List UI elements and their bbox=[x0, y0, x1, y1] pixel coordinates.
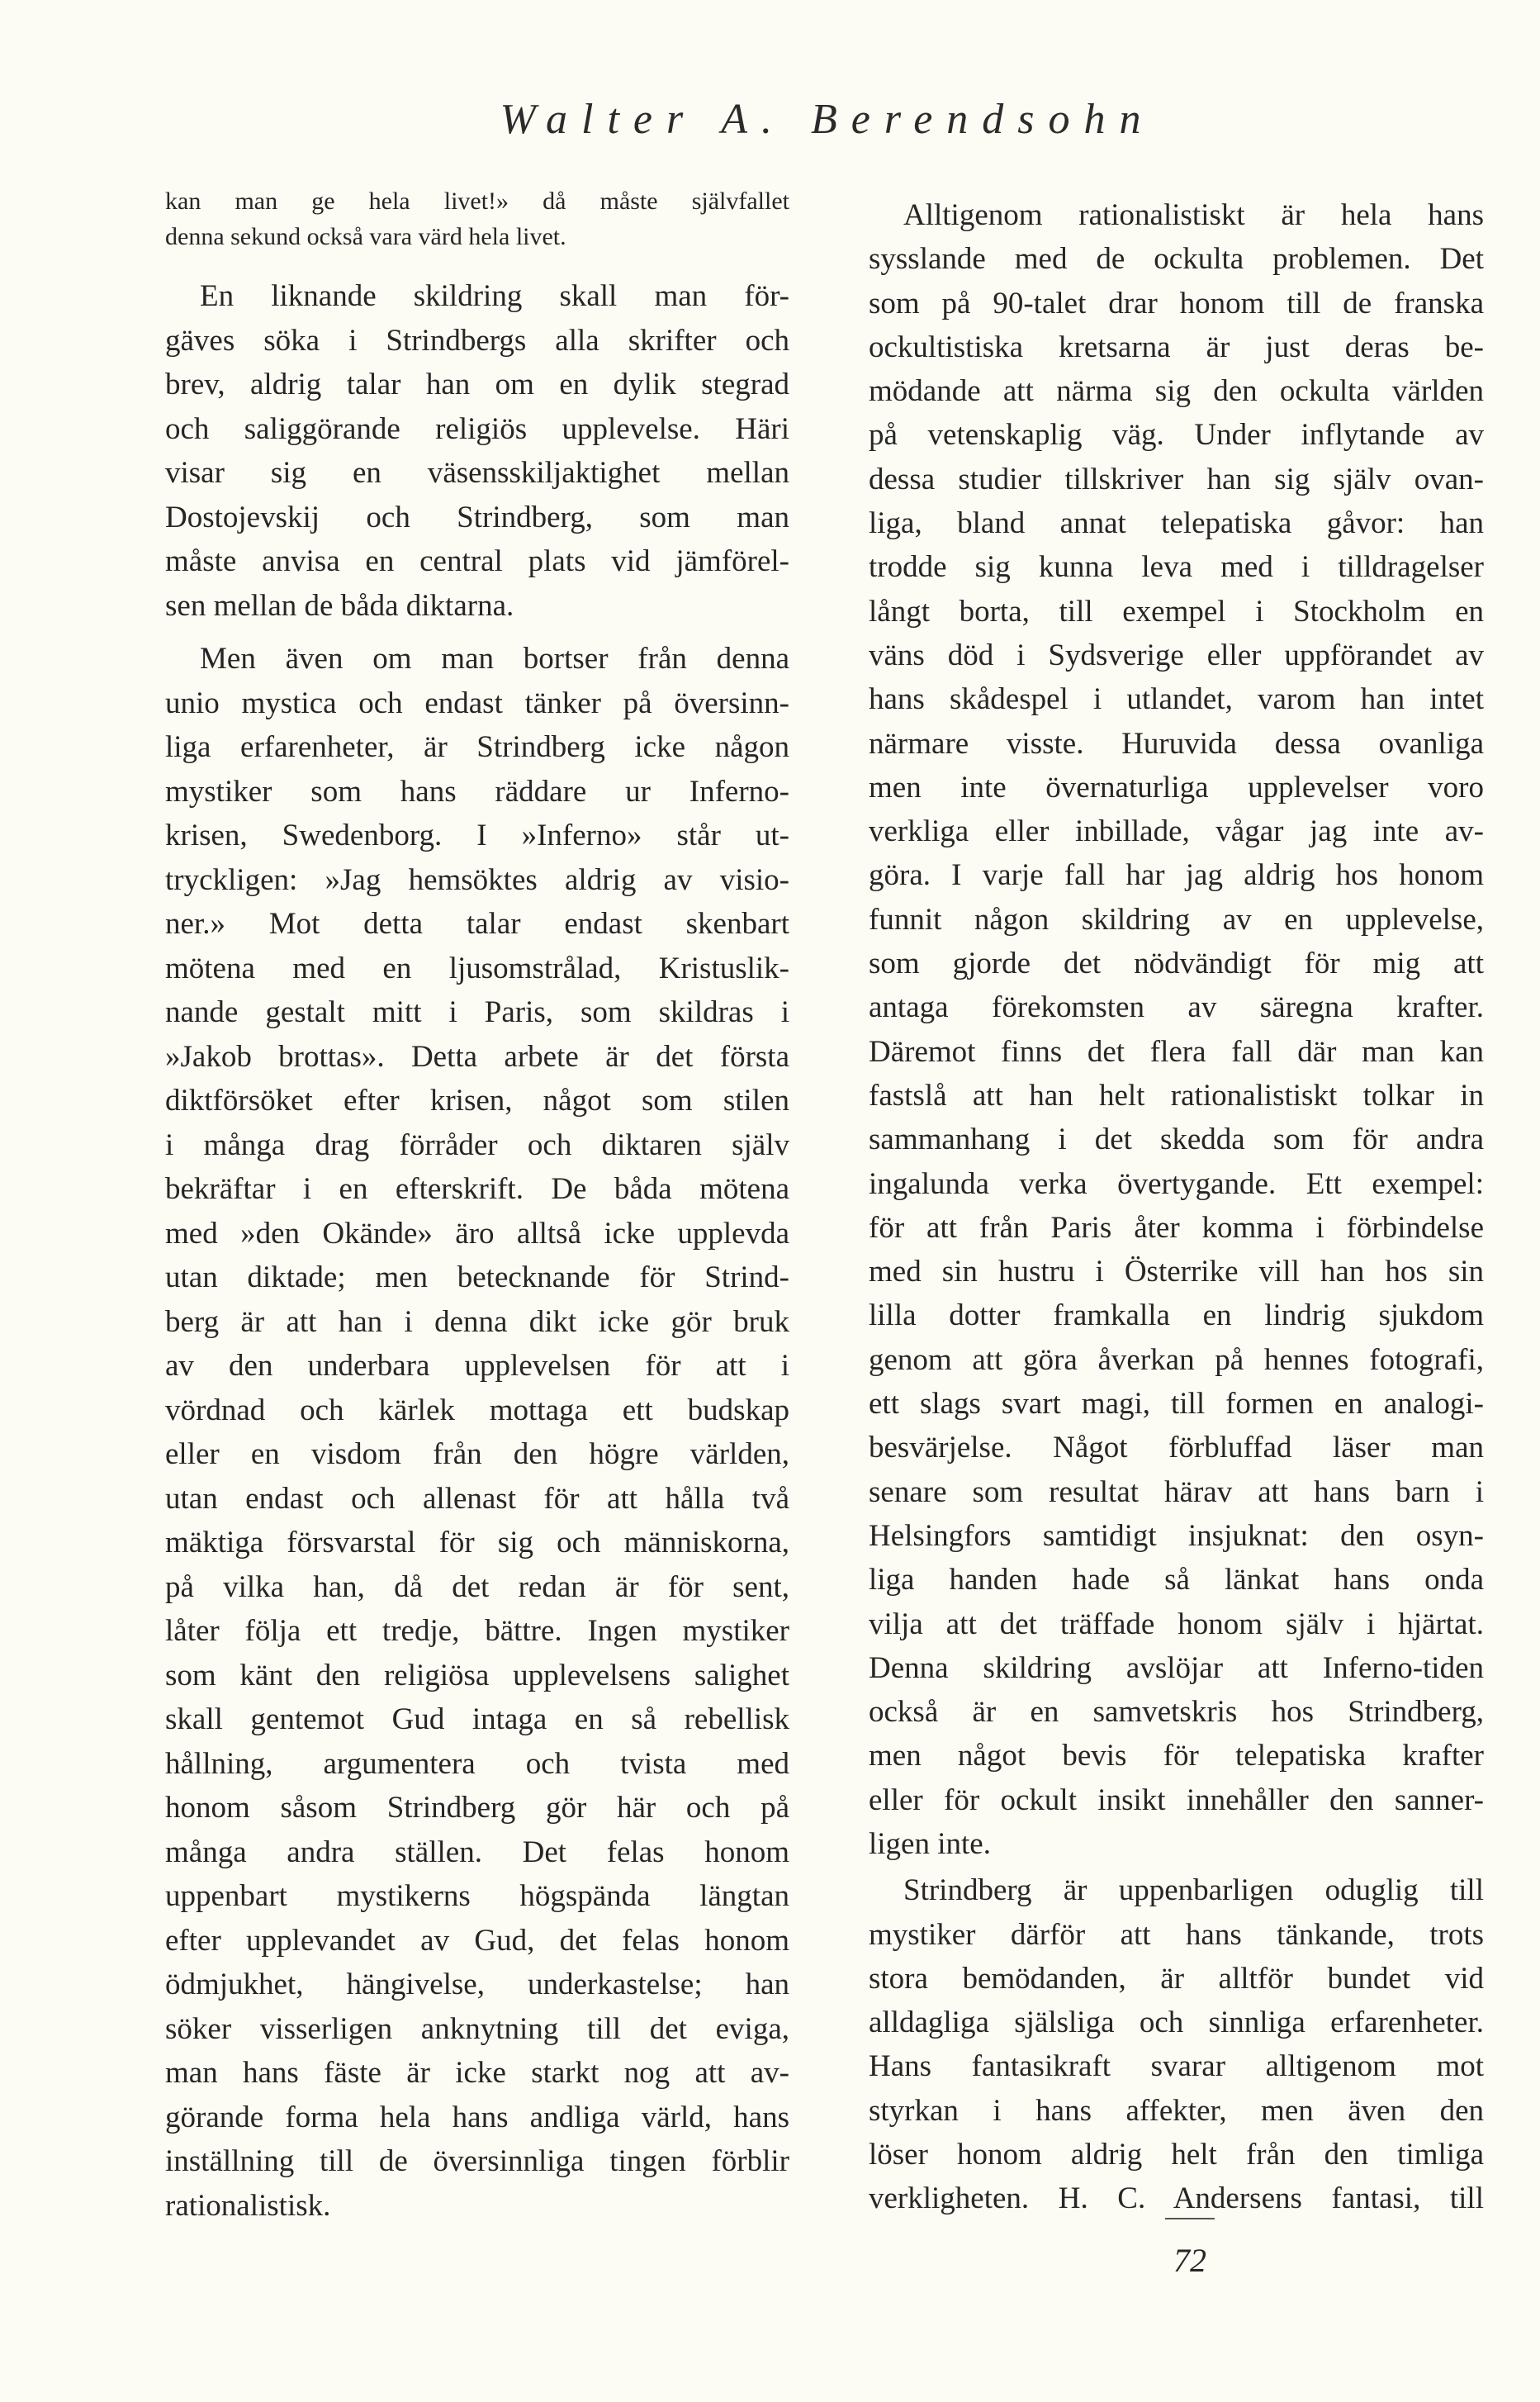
text-line: nande gestalt mitt i Paris, som skildras i bbox=[165, 995, 789, 1029]
text-line: uppenbart mystikerns högspända längtan bbox=[165, 1879, 789, 1913]
text-line: fastslå att han helt rationalistiskt tolkar in bbox=[869, 1078, 1484, 1113]
text-line: i många drag förråder och diktaren själv bbox=[165, 1127, 789, 1162]
text-line: långt borta, till exempel i Stockholm en bbox=[869, 594, 1484, 629]
text-line: och saliggörande religiös upplevelse. Häri bbox=[165, 411, 789, 446]
text-line: löser honom aldrig helt från den timliga bbox=[869, 2138, 1484, 2172]
text-line: honom såsom Strindberg gör här och på bbox=[165, 1791, 789, 1825]
text-line: brev, aldrig talar han om en dylik stegrad bbox=[165, 368, 789, 401]
text-line: gäves söka i Strindbergs alla skrifter och bbox=[165, 323, 789, 358]
text-line: mystiker därför att hans tänkande, trots bbox=[869, 1917, 1484, 1952]
text-line: diktförsöket efter krisen, något som stilen bbox=[165, 1084, 789, 1118]
text-line: styrkan i hans affekter, men även den bbox=[869, 2093, 1484, 2128]
text-line: ett slags svart magi, till formen en analogi- bbox=[869, 1387, 1484, 1422]
text-line: Dostojevskij och Strindberg, som man bbox=[165, 500, 789, 534]
text-line: liga erfarenheter, är Strindberg icke någon bbox=[165, 730, 789, 764]
text-line: tryckligen: »Jag hemsöktes aldrig av visio- bbox=[165, 862, 789, 897]
text-line: kan man ge hela livet!» då måste självfallet bbox=[165, 188, 789, 215]
text-line: görande forma hela hans andliga värld, hans bbox=[165, 2100, 789, 2134]
page-number-rule bbox=[1165, 2218, 1215, 2219]
text-line: men inte övernaturliga upplevelser voro bbox=[869, 770, 1484, 805]
text-line: denna sekund också vara värd hela livet. bbox=[165, 223, 566, 250]
text-line: som känt den religiösa upplevelsens salighet bbox=[165, 1658, 789, 1692]
text-line: besvärjelse. Något förbluffad läser man bbox=[869, 1431, 1484, 1465]
text-line: dessa studier tillskriver han sig själv ovan- bbox=[869, 462, 1484, 496]
text-line: En liknande skildring skall man för- bbox=[200, 279, 789, 313]
text-line: vilja att det träffade honom själv i hjärtat. bbox=[869, 1607, 1484, 1641]
text-line: skall gentemot Gud intaga en så rebellisk bbox=[165, 1702, 789, 1736]
text-line: Strindberg är uppenbarligen oduglig till bbox=[903, 1873, 1484, 1908]
text-line: rationalistisk. bbox=[165, 2188, 331, 2223]
text-line: av den underbara upplevelsen för att i bbox=[165, 1349, 789, 1383]
left-column-intro bbox=[165, 183, 789, 254]
text-line: antaga förekomsten av säregna krafter. bbox=[869, 990, 1484, 1025]
text-line: sen mellan de båda diktarna. bbox=[165, 588, 514, 623]
text-line: Helsingfors samtidigt insjuknat: den osyn- bbox=[869, 1518, 1484, 1553]
text-line: man hans fäste är icke starkt nog att av- bbox=[165, 2056, 789, 2090]
text-line: berg är att han i denna dikt icke gör bruk bbox=[165, 1304, 789, 1339]
text-line: utan endast och allenast för att hålla två bbox=[165, 1481, 789, 1516]
text-line: sammanhang i det skedda som för andra bbox=[869, 1123, 1484, 1157]
text-line: stora bemödanden, är alltför bundet vid bbox=[869, 1961, 1484, 1996]
text-line: bekräftar i en efterskrift. De båda mötena bbox=[165, 1172, 789, 1206]
running-title: Walter A. Berendsohn bbox=[500, 96, 1155, 143]
text-line: hans skådespel i utlandet, varom han intet bbox=[869, 682, 1484, 717]
text-line: genom att göra åverkan på hennes fotografi, bbox=[869, 1342, 1484, 1377]
paragraph bbox=[165, 637, 789, 2228]
text-line: mötena med en ljusomstrålad, Kristuslik- bbox=[165, 951, 789, 985]
text-line: med sin hustru i Österrike vill han hos sin bbox=[869, 1255, 1484, 1289]
text-line: hållning, argumentera och tvista med bbox=[165, 1746, 789, 1781]
text-line: ödmjukhet, hängivelse, underkastelse; han bbox=[165, 1968, 789, 2001]
text-line: mystiker som hans räddare ur Inferno- bbox=[165, 774, 789, 809]
text-line: ner.» Mot detta talar endast skenbart bbox=[165, 907, 789, 941]
text-line: mäktiga försvarstal för sig och människorna, bbox=[165, 1526, 789, 1559]
text-line: Men även om man bortser från denna bbox=[200, 642, 789, 676]
text-line: som gjorde det nödvändigt för mig att bbox=[869, 947, 1484, 981]
text-line: måste anvisa en central plats vid jämförel- bbox=[165, 544, 789, 578]
text-line: sysslande med de ockulta problemen. Det bbox=[869, 242, 1484, 277]
text-line: efter upplevandet av Gud, det felas honom bbox=[165, 1923, 789, 1958]
text-line: men något bevis för telepatiska krafter bbox=[869, 1739, 1484, 1773]
text-line: krisen, Swedenborg. I »Inferno» står ut- bbox=[165, 819, 789, 852]
text-line: »Jakob brottas». Detta arbete är det första bbox=[165, 1039, 789, 1074]
text-line: göra. I varje fall har jag aldrig hos honom bbox=[869, 858, 1484, 893]
text-line: funnit någon skildring av en upplevelse, bbox=[869, 902, 1484, 937]
text-line: utan diktade; men betecknande för Strind- bbox=[165, 1260, 789, 1294]
text-line: vördnad och kärlek mottaga ett budskap bbox=[165, 1393, 789, 1427]
text-line: eller för ockult insikt innehåller den sanner- bbox=[869, 1783, 1484, 1817]
text-line: på vetenskaplig väg. Under inflytande av bbox=[869, 418, 1484, 453]
text-line: mödande att närma sig den ockulta världen bbox=[869, 374, 1484, 409]
text-line: också är en samvetskris hos Strindberg, bbox=[869, 1695, 1484, 1730]
text-line: ingalunda verka övertygande. Ett exempel: bbox=[869, 1166, 1484, 1201]
text-line: verkliga eller inbillade, vågar jag inte av- bbox=[869, 814, 1484, 849]
text-line: trodde sig kunna leva med i tilldragelser bbox=[869, 550, 1484, 585]
paragraph bbox=[869, 1868, 1484, 2220]
text-line: för att från Paris åter komma i förbindelse bbox=[869, 1210, 1484, 1245]
text-line: ockultistiska kretsarna är just deras be- bbox=[869, 330, 1484, 364]
text-line: liga, bland annat telepatiska gåvor: han bbox=[869, 506, 1484, 541]
text-line: liga handen hade så länkat hans onda bbox=[869, 1563, 1484, 1597]
text-line: närmare visste. Huruvida dessa ovanliga bbox=[869, 726, 1484, 761]
text-line: alldagliga själsliga och sinnliga erfarenheter. bbox=[869, 2006, 1484, 2040]
right-column-body bbox=[869, 193, 1484, 2221]
text-line: låter följa ett tredje, bättre. Ingen mystiker bbox=[165, 1614, 789, 1648]
text-line: lilla dotter framkalla en lindrig sjukdom bbox=[869, 1298, 1484, 1333]
text-line: unio mystica och endast tänker på översinn- bbox=[165, 686, 789, 720]
text-line: Däremot finns det flera fall där man kan bbox=[869, 1034, 1484, 1069]
page-number: 72 bbox=[1173, 2242, 1206, 2279]
text-line: många andra ställen. Det felas honom bbox=[165, 1835, 789, 1869]
text-line: Denna skildring avslöjar att Inferno-tiden bbox=[869, 1650, 1484, 1685]
text-line: Alltigenom rationalistiskt är hela hans bbox=[903, 198, 1484, 232]
text-line: med »den Okände» äro alltså icke upplevda bbox=[165, 1216, 789, 1251]
text-line: eller en visdom från den högre världen, bbox=[165, 1437, 789, 1471]
text-line: som på 90-talet drar honom till de franska bbox=[869, 286, 1484, 320]
text-line: senare som resultat härav att hans barn i bbox=[869, 1474, 1484, 1509]
paragraph bbox=[869, 193, 1484, 1866]
text-line: söker visserligen anknytning till det eviga, bbox=[165, 2011, 789, 2046]
text-line: verkligheten. H. C. Andersens fantasi, till bbox=[869, 2181, 1484, 2216]
text-line: inställning till de översinnliga tingen förblir bbox=[165, 2144, 789, 2178]
text-line: ligen inte. bbox=[869, 1826, 991, 1861]
left-column-body bbox=[165, 274, 789, 2228]
text-line: visar sig en väsensskiljaktighet mellan bbox=[165, 456, 789, 490]
text-line: Hans fantasikraft svarar alltigenom mot bbox=[869, 2049, 1484, 2084]
text-line: på vilka han, då det redan är för sent, bbox=[165, 1569, 789, 1604]
paragraph bbox=[165, 274, 789, 628]
text-line: väns död i Sydsverige eller uppförandet av bbox=[869, 638, 1484, 672]
